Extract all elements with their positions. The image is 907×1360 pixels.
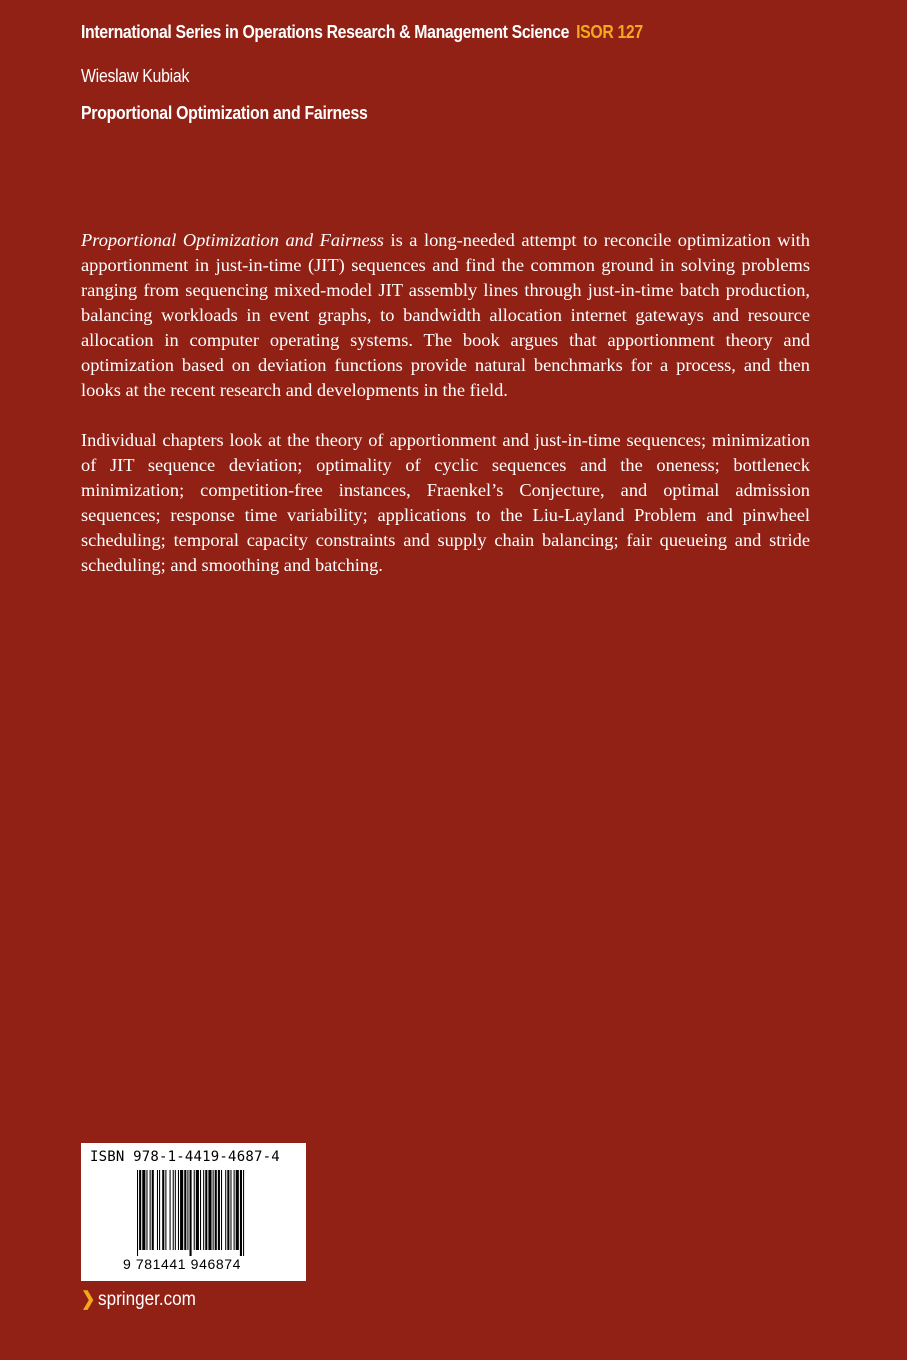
description-title-italic: Proportional Optimization and Fairness	[81, 230, 384, 250]
barcode-bar	[215, 1170, 217, 1250]
book-title: Proportional Optimization and Fairness	[81, 103, 368, 123]
barcode-bar	[180, 1170, 183, 1250]
barcode-bar	[137, 1170, 138, 1256]
barcode-bar	[175, 1170, 176, 1250]
barcode-bar	[200, 1170, 201, 1250]
barcode-bar	[178, 1170, 179, 1250]
barcode-bar	[225, 1170, 226, 1250]
barcode-bar	[170, 1170, 171, 1250]
chevron-right-icon: ❯	[81, 1289, 96, 1310]
publisher-website[interactable]	[81, 1288, 196, 1311]
barcode-bar	[218, 1170, 220, 1250]
barcode-bar	[243, 1170, 244, 1256]
barcode-bar	[139, 1170, 141, 1250]
barcode-bar	[146, 1170, 147, 1250]
barcode-bar	[240, 1170, 242, 1256]
website-label: springer.com	[98, 1289, 196, 1310]
description-paragraph-1	[81, 228, 810, 403]
barcode-bar	[205, 1170, 207, 1250]
barcode-bar	[173, 1170, 174, 1250]
description-paragraph-2: Individual chapters look at the theory of apportionment and just-in-time sequences; minimization of JIT sequence deviation; optimality of cyclic sequences and the oneness; bottleneck minimization; competition-free instances, Fraenkel’s Conjecture, and optimal admission sequences; response time variability; applications to the Liu-Layland Problem and pinwheel scheduling; temporal capacity constraints and supply chain balancing; fair queueing and stride scheduling; and smoothing and batching.	[81, 430, 810, 575]
barcode-bar	[190, 1170, 192, 1256]
isbn-barcode-box	[81, 1143, 306, 1281]
barcode-bar	[227, 1170, 229, 1250]
barcode-bar	[159, 1170, 160, 1250]
series-title: International Series in Operations Research & Management Science	[81, 22, 570, 42]
series-title-line	[81, 22, 643, 43]
description-paragraph-1-text: is a long-needed attempt to reconcile optimization with apportionment in just-in-time (JIT) sequences and find the common ground in solving problems ranging from sequencing mixed-model JIT assembly lines through just-in-time batch production, balancing workloads in event graphs, to bandwidth allocation internet gateways and resource allocation in computer operating systems. The book argues that apportionment theory and optimization based on deviation functions provide natural benchmarks for a process, and then looks at the recent research and developments in the field.	[81, 230, 810, 400]
barcode-digits: 9 781441 946874	[123, 1256, 241, 1272]
barcode-bar	[213, 1170, 214, 1250]
isbn-label: ISBN 978-1-4419-4687-4	[90, 1149, 280, 1165]
barcode-bar	[196, 1170, 199, 1250]
barcode-bar	[234, 1170, 235, 1250]
barcode	[137, 1170, 287, 1256]
barcode-bar	[150, 1170, 151, 1250]
book-description	[81, 228, 810, 603]
barcode-bar	[203, 1170, 204, 1250]
barcode-bar	[236, 1170, 239, 1250]
barcode-bar	[162, 1170, 164, 1250]
author-name: Wieslaw Kubiak	[81, 66, 190, 86]
barcode-bar	[152, 1170, 154, 1250]
series-number: ISOR 127	[576, 22, 643, 42]
barcode-bar	[230, 1170, 231, 1250]
barcode-bar	[184, 1170, 186, 1250]
barcode-bar	[208, 1170, 211, 1250]
barcode-bar	[157, 1170, 158, 1250]
barcode-bar	[194, 1170, 195, 1250]
barcode-bar	[165, 1170, 166, 1250]
barcode-bar	[221, 1170, 222, 1250]
barcode-bar	[142, 1170, 145, 1250]
barcode-bar	[187, 1170, 188, 1250]
